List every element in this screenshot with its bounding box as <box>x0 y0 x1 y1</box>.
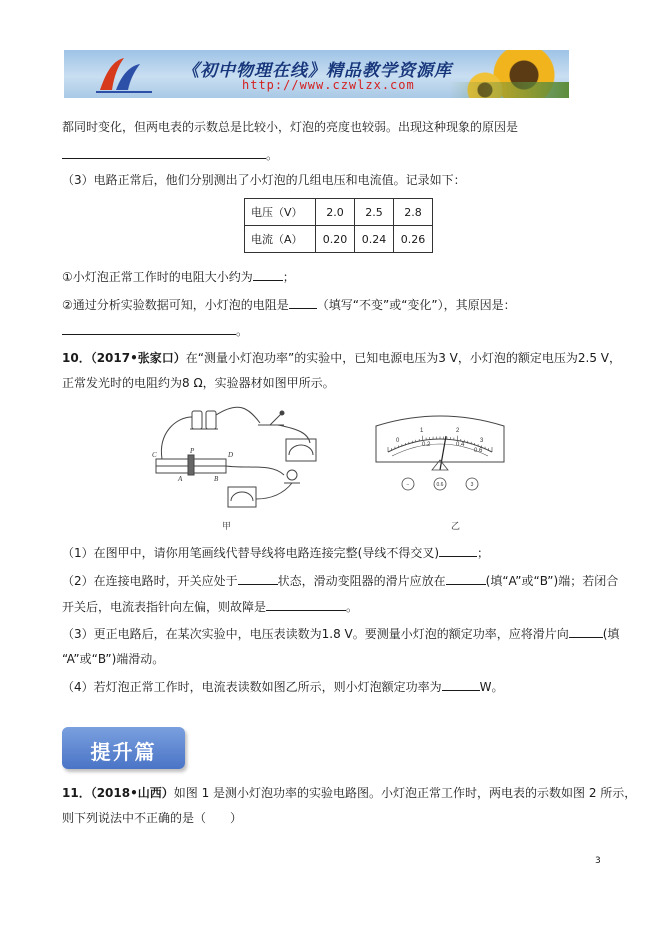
text-fragment: 状态，滑动变阻器的滑片应放在 <box>277 574 446 588</box>
terminal-label: 3 <box>470 482 474 488</box>
circuit-label-p: P <box>190 447 195 455</box>
circuit-label-a: A <box>178 475 183 483</box>
table-cell: 0.24 <box>355 226 394 253</box>
question-11-line-2: 则下列说法中不正确的是（ ） <box>62 811 243 825</box>
question-10-part-1 <box>62 544 489 561</box>
question-number: 10．（2017•张家口） <box>62 351 186 365</box>
table-cell: 0.26 <box>394 226 433 253</box>
table-cell-label: 电流（A） <box>245 226 316 253</box>
question-number: 11．（2018•山西） <box>62 786 174 800</box>
question-10-part-3-cont: “A”或“B”)端滑动。 <box>62 652 165 666</box>
switch-icon <box>258 413 284 425</box>
battery-icon <box>206 411 216 429</box>
text-fragment: 如图 1 是测小灯泡功率的实验电路图。小灯泡正常工作时，两电表的示数如图 2 所示， <box>173 786 637 800</box>
page-number: 3 <box>595 856 601 866</box>
answer-blank[interactable] <box>62 322 236 335</box>
text-fragment: （1）在图甲中，请你用笔画线代替导线将电路连接完整(导线不得交叉) <box>62 546 440 560</box>
circuit-label-d: D <box>228 451 234 459</box>
circuit-label-b: B <box>214 475 219 483</box>
text-fragment: 在“测量小灯泡功率”的实验中，已知电源电压为3 V，小灯泡的额定电压为2.5 V， <box>185 351 621 365</box>
text-fragment: (填 <box>602 627 620 641</box>
banner-title: 《初中物理在线》精品教学资源库 <box>182 61 452 81</box>
scale-label: 0 <box>396 438 400 444</box>
question-10-part-3 <box>62 625 619 642</box>
terminal-label: − <box>406 482 410 488</box>
section-title: 提升篇 <box>90 740 157 764</box>
table-cell: 2.0 <box>316 199 355 226</box>
question-10-part-4 <box>62 678 504 695</box>
answer-blank[interactable] <box>238 572 278 585</box>
table-cell-label: 电压（V） <box>245 199 316 226</box>
site-logo-icon <box>94 56 154 94</box>
text-fragment: 。 <box>346 600 359 614</box>
table-row <box>245 199 433 226</box>
leaf-decoration <box>449 82 569 98</box>
question-10-part-2 <box>62 572 618 589</box>
text-line-5 <box>62 296 516 313</box>
text-line-6 <box>62 322 248 339</box>
answer-blank[interactable] <box>446 572 486 585</box>
question-10-line-1 <box>62 350 621 366</box>
circuit-label-c: C <box>152 451 157 459</box>
terminal-label: 0.6 <box>436 482 444 488</box>
data-table <box>244 198 433 253</box>
banner-url[interactable]: http://www.czwlzx.com <box>242 78 415 92</box>
section-header <box>62 727 185 769</box>
table-cell: 2.8 <box>394 199 433 226</box>
text-line-2 <box>62 146 278 163</box>
text-fragment: ②通过分析实验数据可知，小灯泡的电阻是 <box>62 298 289 312</box>
scale-label: 0.4 <box>456 442 465 448</box>
figure-caption-jia: 甲 <box>222 522 232 532</box>
text-fragment: 。 <box>236 324 249 338</box>
text-fragment: W。 <box>479 680 504 694</box>
text-fragment: 开关后，电流表指针向左偏，则故障是 <box>62 600 267 614</box>
question-11-line-1 <box>62 785 636 801</box>
text-fragment: (填“A”或“B”)端；若闭合 <box>485 574 619 588</box>
scale-label: 0.6 <box>474 448 483 454</box>
figure-caption-yi: 乙 <box>451 522 461 532</box>
scale-label: 2 <box>456 428 460 434</box>
text-fragment: ； <box>282 270 295 284</box>
ammeter-dial-figure <box>370 412 510 496</box>
text-fragment: ①小灯泡正常工作时的电阻大小约为 <box>62 270 253 284</box>
text-fragment: （4）若灯泡正常工作时，电流表读数如图乙所示，则小灯泡额定功率为 <box>62 680 442 694</box>
text-fragment: （3）更正电路后，在某次实验中，电压表读数为1.8 V。要测量小灯泡的额定功率，应将滑片向 <box>62 627 569 641</box>
text-line-4 <box>62 268 295 285</box>
answer-blank[interactable] <box>62 146 266 159</box>
text-fragment: 。 <box>266 148 279 162</box>
needle-icon <box>440 436 446 470</box>
table-row <box>245 226 433 253</box>
text-fragment: （填写“不变”或“变化”），其原因是： <box>316 298 516 312</box>
answer-blank[interactable] <box>439 544 477 557</box>
text-line-1: 都同时变化，但两电表的示数总是比较小，灯泡的亮度也较弱。出现这种现象的原因是 <box>62 120 519 134</box>
battery-icon <box>192 411 202 429</box>
text-fragment: ； <box>477 546 490 560</box>
scale-label: 1 <box>420 428 424 434</box>
answer-blank[interactable] <box>442 678 480 691</box>
header-banner <box>64 50 569 98</box>
answer-blank[interactable] <box>253 268 283 281</box>
answer-blank[interactable] <box>266 598 346 611</box>
scale-label: 0.2 <box>422 442 431 448</box>
answer-blank[interactable] <box>569 625 603 638</box>
question-3-prompt: （3）电路正常后，他们分别测出了小灯泡的几组电压和电流值。记录如下： <box>62 173 466 187</box>
text-fragment: （2）在连接电路时，开关应处于 <box>62 574 238 588</box>
table-cell: 2.5 <box>355 199 394 226</box>
scale-label: 3 <box>480 438 484 444</box>
circuit-apparatus-figure <box>148 403 324 511</box>
table-cell: 0.20 <box>316 226 355 253</box>
answer-blank[interactable] <box>289 296 317 309</box>
question-10-part-2-cont <box>62 598 358 615</box>
question-10-line-2: 正常发光时的电阻约为8 Ω，实验器材如图甲所示。 <box>62 376 335 390</box>
bulb-icon <box>287 470 297 480</box>
